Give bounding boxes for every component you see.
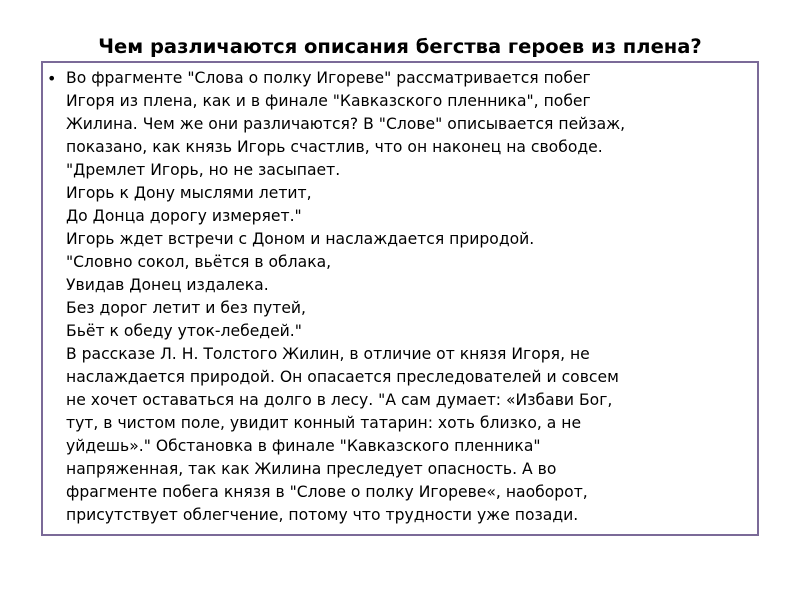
text-line: Игорь ждет встречи с Доном и наслаждается природой. [66,230,535,248]
slide-title: Чем различаются описания бегства героев из плена? [98,35,702,58]
text-line: В рассказе Л. Н. Толстого Жилин, в отличие от князя Игоря, не [66,345,590,363]
text-line: Во фрагменте "Слова о полку Игореве" рассматривается побег [66,69,591,87]
text-line: напряженная, так как Жилина преследует опасность. А во [66,460,557,478]
text-line: "Дремлет Игорь, но не засыпает. [66,161,341,179]
text-line: До Донца дорогу измеряет." [66,207,302,225]
text-line: показано, как князь Игорь счастлив, что он наконец на свободе. [66,138,603,156]
bullet-marker: • [47,69,57,88]
bullet-text [66,67,756,527]
text-line: "Словно сокол, вьётся в облака, [66,253,332,271]
text-line: наслаждается природой. Он опасается преследователей и совсем [66,368,619,386]
text-line: уйдешь»." Обстановка в финале "Кавказского пленника" [66,437,541,455]
text-line: тут, в чистом поле, увидит конный татарин: хоть близко, а не [66,414,582,432]
text-line: Игоря из плена, как и в финале "Кавказского пленника", побег [66,92,591,110]
text-line: Бьёт к обеду уток-лебедей." [66,322,302,340]
text-line: Увидав Донец издалека. [66,276,269,294]
text-line: Игорь к Дону мыслями летит, [66,184,312,202]
text-line: не хочет оставаться на долго в лесу. "А сам думает: «Избави Бог, [66,391,613,409]
content-box [41,61,759,536]
text-line: Без дорог летит и без путей, [66,299,307,317]
text-line: Жилина. Чем же они различаются? В "Слове" описывается пейзаж, [66,115,626,133]
text-line: присутствует облегчение, потому что трудности уже позади. [66,506,579,524]
text-line: фрагменте побега князя в "Слове о полку Игореве«, наоборот, [66,483,588,501]
